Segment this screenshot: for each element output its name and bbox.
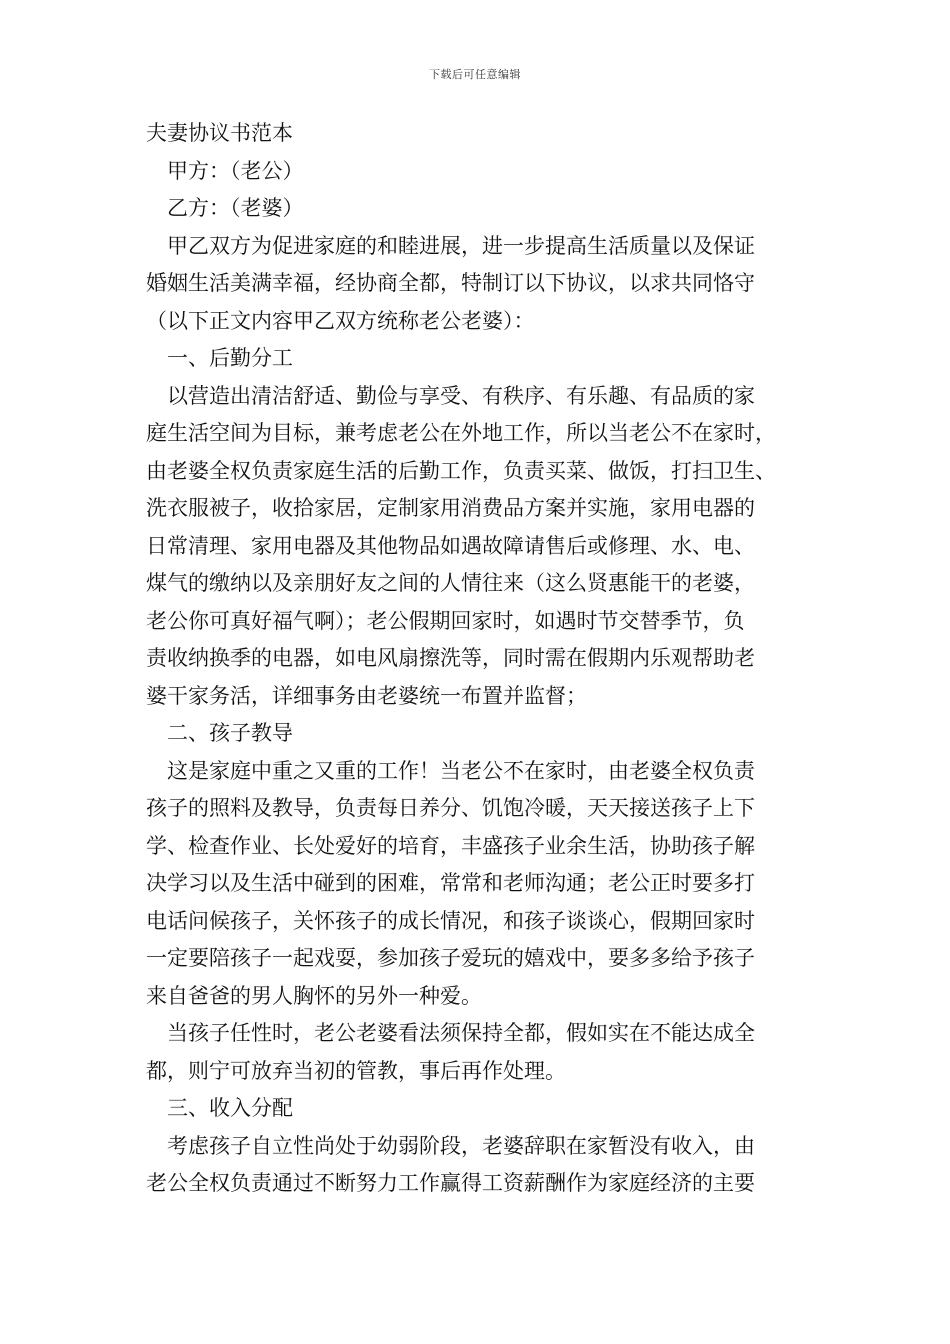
text-line: （以下正文内容甲乙双方统称老公老婆）： xyxy=(146,308,535,333)
text-line: 洗衣服被子，收拾家居，定制家用消费品方案并实施，家用电器的 xyxy=(146,496,755,520)
text-line: 来自爸爸的男人胸怀的另外一种爱。 xyxy=(146,983,482,1008)
text-line: 庭生活空间为目标，兼考虑老公在外地工作，所以当老公不在家时， xyxy=(146,421,776,445)
section-heading: 二、孩子教导 xyxy=(167,721,293,745)
text-line: 都，则宁可放弃当初的管教，事后再作处理。 xyxy=(146,1058,566,1083)
party-b-line: 乙方：（老婆） xyxy=(167,196,304,220)
text-line: 老公你可真好福气啊）；老公假期回家时，如遇时节交替季节，负 xyxy=(146,608,745,633)
text-line: 孩子的照料及教导，负责每日养分、饥饱冷暖，天天接送孩子上下 xyxy=(146,796,755,820)
text-line: 一定要陪孩子一起戏耍，参加孩子爱玩的嬉戏中，要多多给予孩子 xyxy=(146,946,755,970)
text-line: 由老婆全权负责家庭生活的后勤工作，负责买菜、做饭，打扫卫生、 xyxy=(146,458,776,483)
text-line: 当孩子任性时，老公老婆看法须保持全都，假如实在不能达成全 xyxy=(167,1021,755,1045)
text-line: 这是家庭中重之又重的工作！当老公不在家时，由老婆全权负责 xyxy=(167,758,755,783)
document-body xyxy=(146,115,810,1203)
text-line: 电话问候孩子，关怀孩子的成长情况，和孩子谈谈心，假期回家时 xyxy=(146,908,755,933)
party-a-line: 甲方：（老公） xyxy=(167,158,304,183)
text-line: 学、检查作业、长处爱好的培育，丰盛孩子业余生活，协助孩子解 xyxy=(146,833,755,858)
text-line: 婚姻生活美满幸福，经协商全都，特制订以下协议，以求共同恪守 xyxy=(146,271,755,295)
text-line: 决学习以及生活中碰到的困难，常常和老师沟通；老公正时要多打 xyxy=(146,871,755,895)
text-line: 老公全权负责通过不断努力工作赢得工资薪酬作为家庭经济的主要 xyxy=(146,1171,755,1195)
text-line: 以营造出清洁舒适、勤俭与享受、有秩序、有乐趣、有品质的家 xyxy=(167,383,755,408)
section-heading: 三、收入分配 xyxy=(167,1096,293,1120)
text-line: 甲乙双方为促进家庭的和睦进展，进一步提高生活质量以及保证 xyxy=(167,233,755,258)
text-line: 考虑孩子自立性尚处于幼弱阶段，老婆辞职在家暂没有收入，由 xyxy=(167,1133,755,1158)
page-header-note: 下载后可任意编辑 xyxy=(429,68,521,81)
document-title: 夫妻协议书范本 xyxy=(146,121,293,145)
text-line: 责收纳换季的电器，如电风扇擦洗等，同时需在假期内乐观帮助老 xyxy=(146,646,755,670)
text-line: 婆干家务活，详细事务由老婆统一布置并监督； xyxy=(146,683,587,708)
text-line: 煤气的缴纳以及亲朋好友之间的人情往来（这么贤惠能干的老婆， xyxy=(146,571,755,595)
text-line: 日常清理、家用电器及其他物品如遇故障请售后或修理、水、电、 xyxy=(146,533,755,558)
section-heading: 一、后勤分工 xyxy=(167,346,293,370)
